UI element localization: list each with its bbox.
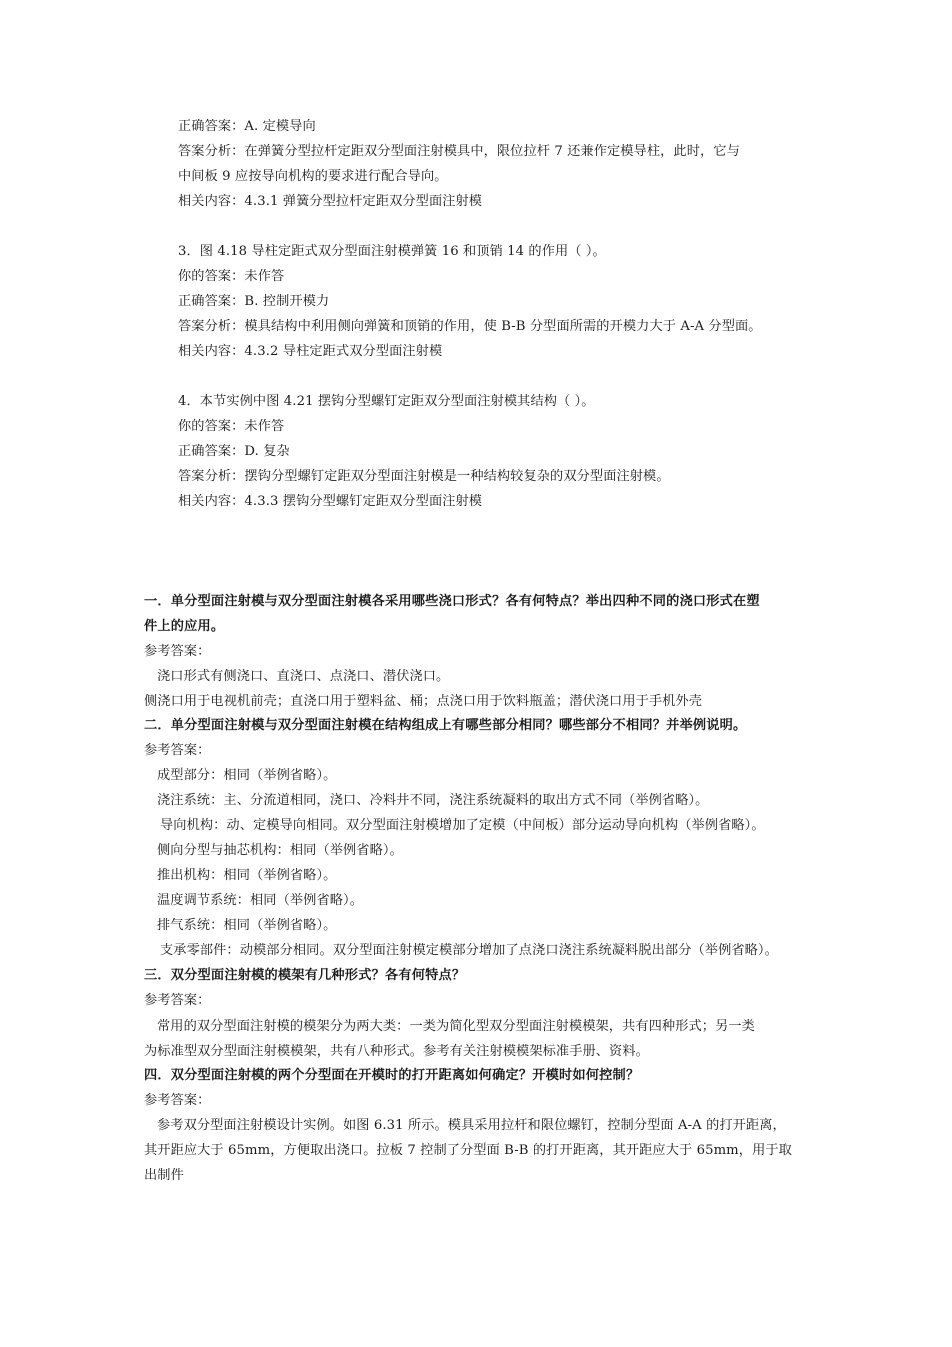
q3-related-content: 相关内容：4.3.2 导柱定距式双分型面注射模 <box>178 344 443 359</box>
q4-analysis: 答案分析：摆钩分型螺钉定距双分型面注射模是一种结构较复杂的双分型面注射模。 <box>178 469 670 484</box>
section1-heading-line2: 件上的应用。 <box>144 619 225 634</box>
section1-body-line1: 浇口形式有侧浇口、直浇口、点浇口、潜伏浇口。 <box>157 669 450 684</box>
q2-correct-answer: 正确答案：A. 定模导向 <box>178 119 316 134</box>
section2-item: 推出机构：相同（举例省略）。 <box>157 868 337 883</box>
q4-correct-answer: 正确答案：D. 复杂 <box>178 444 290 459</box>
section2-item: 排气系统：相同（举例省略）。 <box>157 918 337 933</box>
q3-analysis: 答案分析：模具结构中利用侧向弹簧和顶销的作用，使 B-B 分型面所需的开模力大于 A-A 分型面。 <box>178 319 762 334</box>
q3-your-answer: 你的答案：未作答 <box>178 269 285 284</box>
section2-item: 温度调节系统：相同（举例省略）。 <box>157 893 363 908</box>
q4-your-answer: 你的答案：未作答 <box>178 419 285 434</box>
q3-question: 3．图 4.18 导柱定距式双分型面注射模弹簧 16 和顶销 14 的作用（ ）。 <box>178 244 606 259</box>
section2-reference-label: 参考答案： <box>144 743 211 758</box>
section1-reference-label: 参考答案： <box>144 644 211 659</box>
section3-heading: 三．双分型面注射模的模架有几种形式？各有何特点？ <box>144 968 466 983</box>
q3-correct-answer: 正确答案：B. 控制开模力 <box>178 294 330 309</box>
section2-item: 成型部分：相同（举例省略）。 <box>157 768 337 783</box>
q4-question: 4．本节实例中图 4.21 摆钩分型螺钉定距双分型面注射模其结构（ ）。 <box>178 394 595 409</box>
section3-reference-label: 参考答案： <box>144 993 211 1008</box>
section3-body-line1: 常用的双分型面注射模的模架分为两大类：一类为简化型双分型面注射模模架，共有四种形式；另一类 <box>157 1019 755 1034</box>
section4-body-line1: 参考双分型面注射模设计实例。如图 6.31 所示。模具采用拉杆和限位螺钉，控制分型面 A-A 的打开距离， <box>157 1118 786 1133</box>
section2-item: 支承零部件：动模部分相同。双分型面注射模定模部分增加了点浇口浇注系统凝料脱出部分（举例省略）。 <box>160 943 778 958</box>
section4-reference-label: 参考答案： <box>144 1093 211 1108</box>
section2-item: 导向机构：动、定模导向相同。双分型面注射模增加了定模（中间板）部分运动导向机构（举例省略）。 <box>160 818 765 833</box>
q2-analysis-line2: 中间板 9 应按导向机构的要求进行配合导向。 <box>178 169 448 184</box>
section1-heading-line1: 一．单分型面注射模与双分型面注射模各采用哪些浇口形式？各有何特点？举出四种不同的浇口形式在塑 <box>144 594 760 609</box>
section4-heading: 四．双分型面注射模的两个分型面在开模时的打开距离如何确定？开模时如何控制？ <box>144 1068 640 1083</box>
section4-body-line2: 其开距应大于 65mm，方便取出浇口。拉板 7 控制了分型面 B-B 的打开距离，其开距应大于 65mm，用于取 <box>144 1143 792 1158</box>
section3-body-line2: 为标准型双分型面注射模模架，共有八种形式。参考有关注射模模架标准手册、资料。 <box>144 1044 649 1059</box>
q4-related-content: 相关内容：4.3.3 摆钩分型螺钉定距双分型面注射模 <box>178 494 483 509</box>
section2-item: 浇注系统：主、分流道相同，浇口、冷料井不同，浇注系统凝料的取出方式不同（举例省略）。 <box>157 793 709 808</box>
section2-item: 侧向分型与抽芯机构：相同（举例省略）。 <box>157 843 403 858</box>
section1-body-line2: 侧浇口用于电视机前壳；直浇口用于塑料盆、桶；点浇口用于饮料瓶盖；潜伏浇口用于手机外壳 <box>144 694 703 709</box>
section2-heading: 二．单分型面注射模与双分型面注射模在结构组成上有哪些部分相同？哪些部分不相同？并举例说明。 <box>144 718 747 733</box>
q2-related-content: 相关内容：4.3.1 弹簧分型拉杆定距双分型面注射模 <box>178 194 483 209</box>
section4-body-line3: 出制件 <box>144 1168 184 1183</box>
q2-analysis-line1: 答案分析：在弹簧分型拉杆定距双分型面注射模具中，限位拉杆 7 还兼作定模导柱，此时，它与 <box>178 144 740 159</box>
